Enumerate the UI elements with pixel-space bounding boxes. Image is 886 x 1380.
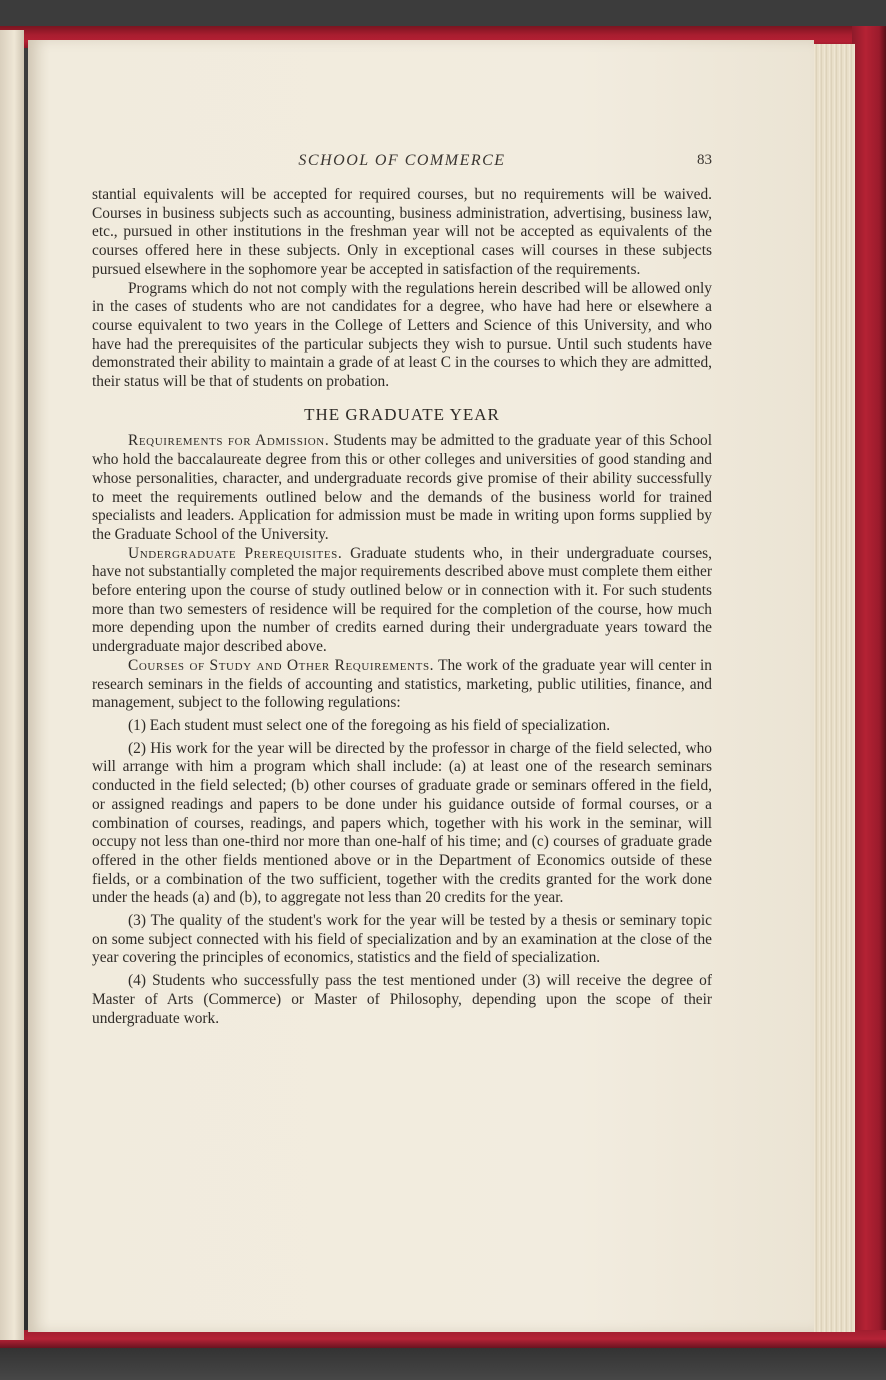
paragraph-programs: Programs which do not not comply with the regulations herein described will be allowed only in the cases of students who are not candidates for a degree, who have had here or elsewhere a course equivalent to two years in the College of Letters and Science of this University, and who have had the prerequisites of the particular subjects they wish to pursue. Until such students have demonstrated their ability to maintain a grade of at least C in the courses to which they are admitted, their status will be that of students on probation. xyxy=(92,279,712,391)
page-block-edges xyxy=(812,44,855,1332)
running-head xyxy=(92,152,712,172)
requirements-label: Requirements for Admission. xyxy=(128,432,330,450)
paragraph-prerequisites xyxy=(92,545,712,657)
book-cover-bottom-edge xyxy=(0,1330,886,1348)
list-item: (3) The quality of the student's work for the year will be tested by a thesis or seminary topic on some subject connected with his field of specialization and by an examination at the close of the year covering the principles of economics, statistics and the field of specialization. xyxy=(92,912,712,967)
book-cover-right-edge xyxy=(852,26,886,1346)
list-item: (4) Students who successfully pass the test mentioned under (3) will receive the degree of Master of Arts (Commerce) or Master of Philosophy, depending upon the scope of their undergraduate work. xyxy=(92,972,712,1027)
facing-page-edge xyxy=(0,30,24,1340)
running-head-title: SCHOOL OF COMMERCE xyxy=(298,152,506,169)
paragraph-continuation: stantial equivalents will be accepted for required courses, but no requirements will be waived. Courses in business subjects such as accounting, business administration, advertising, business law, etc., pursued in other institutions in the freshman year will not be accepted as equivalents of the courses offered here in these subjects. Only in exceptional cases will courses in these subjects pursued elsewhere in the sophomore year be accepted in satisfaction of the requirements. xyxy=(92,186,712,278)
list-item: (1) Each student must select one of the foregoing as his field of specialization. xyxy=(128,716,611,734)
list-item: (2) His work for the year will be directed by the professor in charge of the field selected, who will arrange with him a program which shall include: (a) at least one of the research seminars conducted in the field selected; (b) other courses of graduate grade or seminars offered in the field, or assigned readings and papers to be done under his guidance outside of formal courses, or a combination of courses, readings, and papers which, together with his work in the seminar, will occupy not less than one-third nor more than one-half of his time; and (c) courses of graduate grade offered in the other fields mentioned above or in the Department of Economics outside of these fields, or a combination of the two sufficient, together with the credits granted for the work done under the heads (a) and (b), to aggregate not less than 20 credits for the year. xyxy=(92,739,712,907)
page-number: 83 xyxy=(697,152,712,168)
requirements-text: Students may be admitted to the graduate year of this School who hold the baccalaureate degree from this or other colleges and universities of good standing and whose personalities, character, and undergraduate records give promise of their ability successfully to meet the requirements outlined below and the demands of the business world for trained specialists and leaders. Application for admission must be made in writing upon forms supplied by the Graduate School of the University. xyxy=(92,432,712,543)
paragraph-courses xyxy=(92,657,712,713)
prerequisites-text: Graduate students who, in their undergraduate courses, have not substantially completed the major requirements described above must complete them either before entering upon the course of study outlined below or in connection with it. For such students more than two semesters of residence will be required for the completion of the course, how much more depending upon the number of credits earned during their undergraduate years toward the undergraduate major described above. xyxy=(92,544,713,656)
courses-text: The work of the graduate year will center in research seminars in the fields of accounting and statistics, marketing, public utilities, finance, and management, subject to the following regulations: xyxy=(92,656,712,712)
courses-label: Courses of Study and Other Requirements. xyxy=(128,656,435,674)
prerequisites-label: Undergraduate Prerequisites. xyxy=(128,544,343,562)
section-heading: THE GRADUATE YEAR xyxy=(304,404,500,424)
body-text xyxy=(92,186,712,1028)
paragraph-requirements xyxy=(92,432,712,544)
